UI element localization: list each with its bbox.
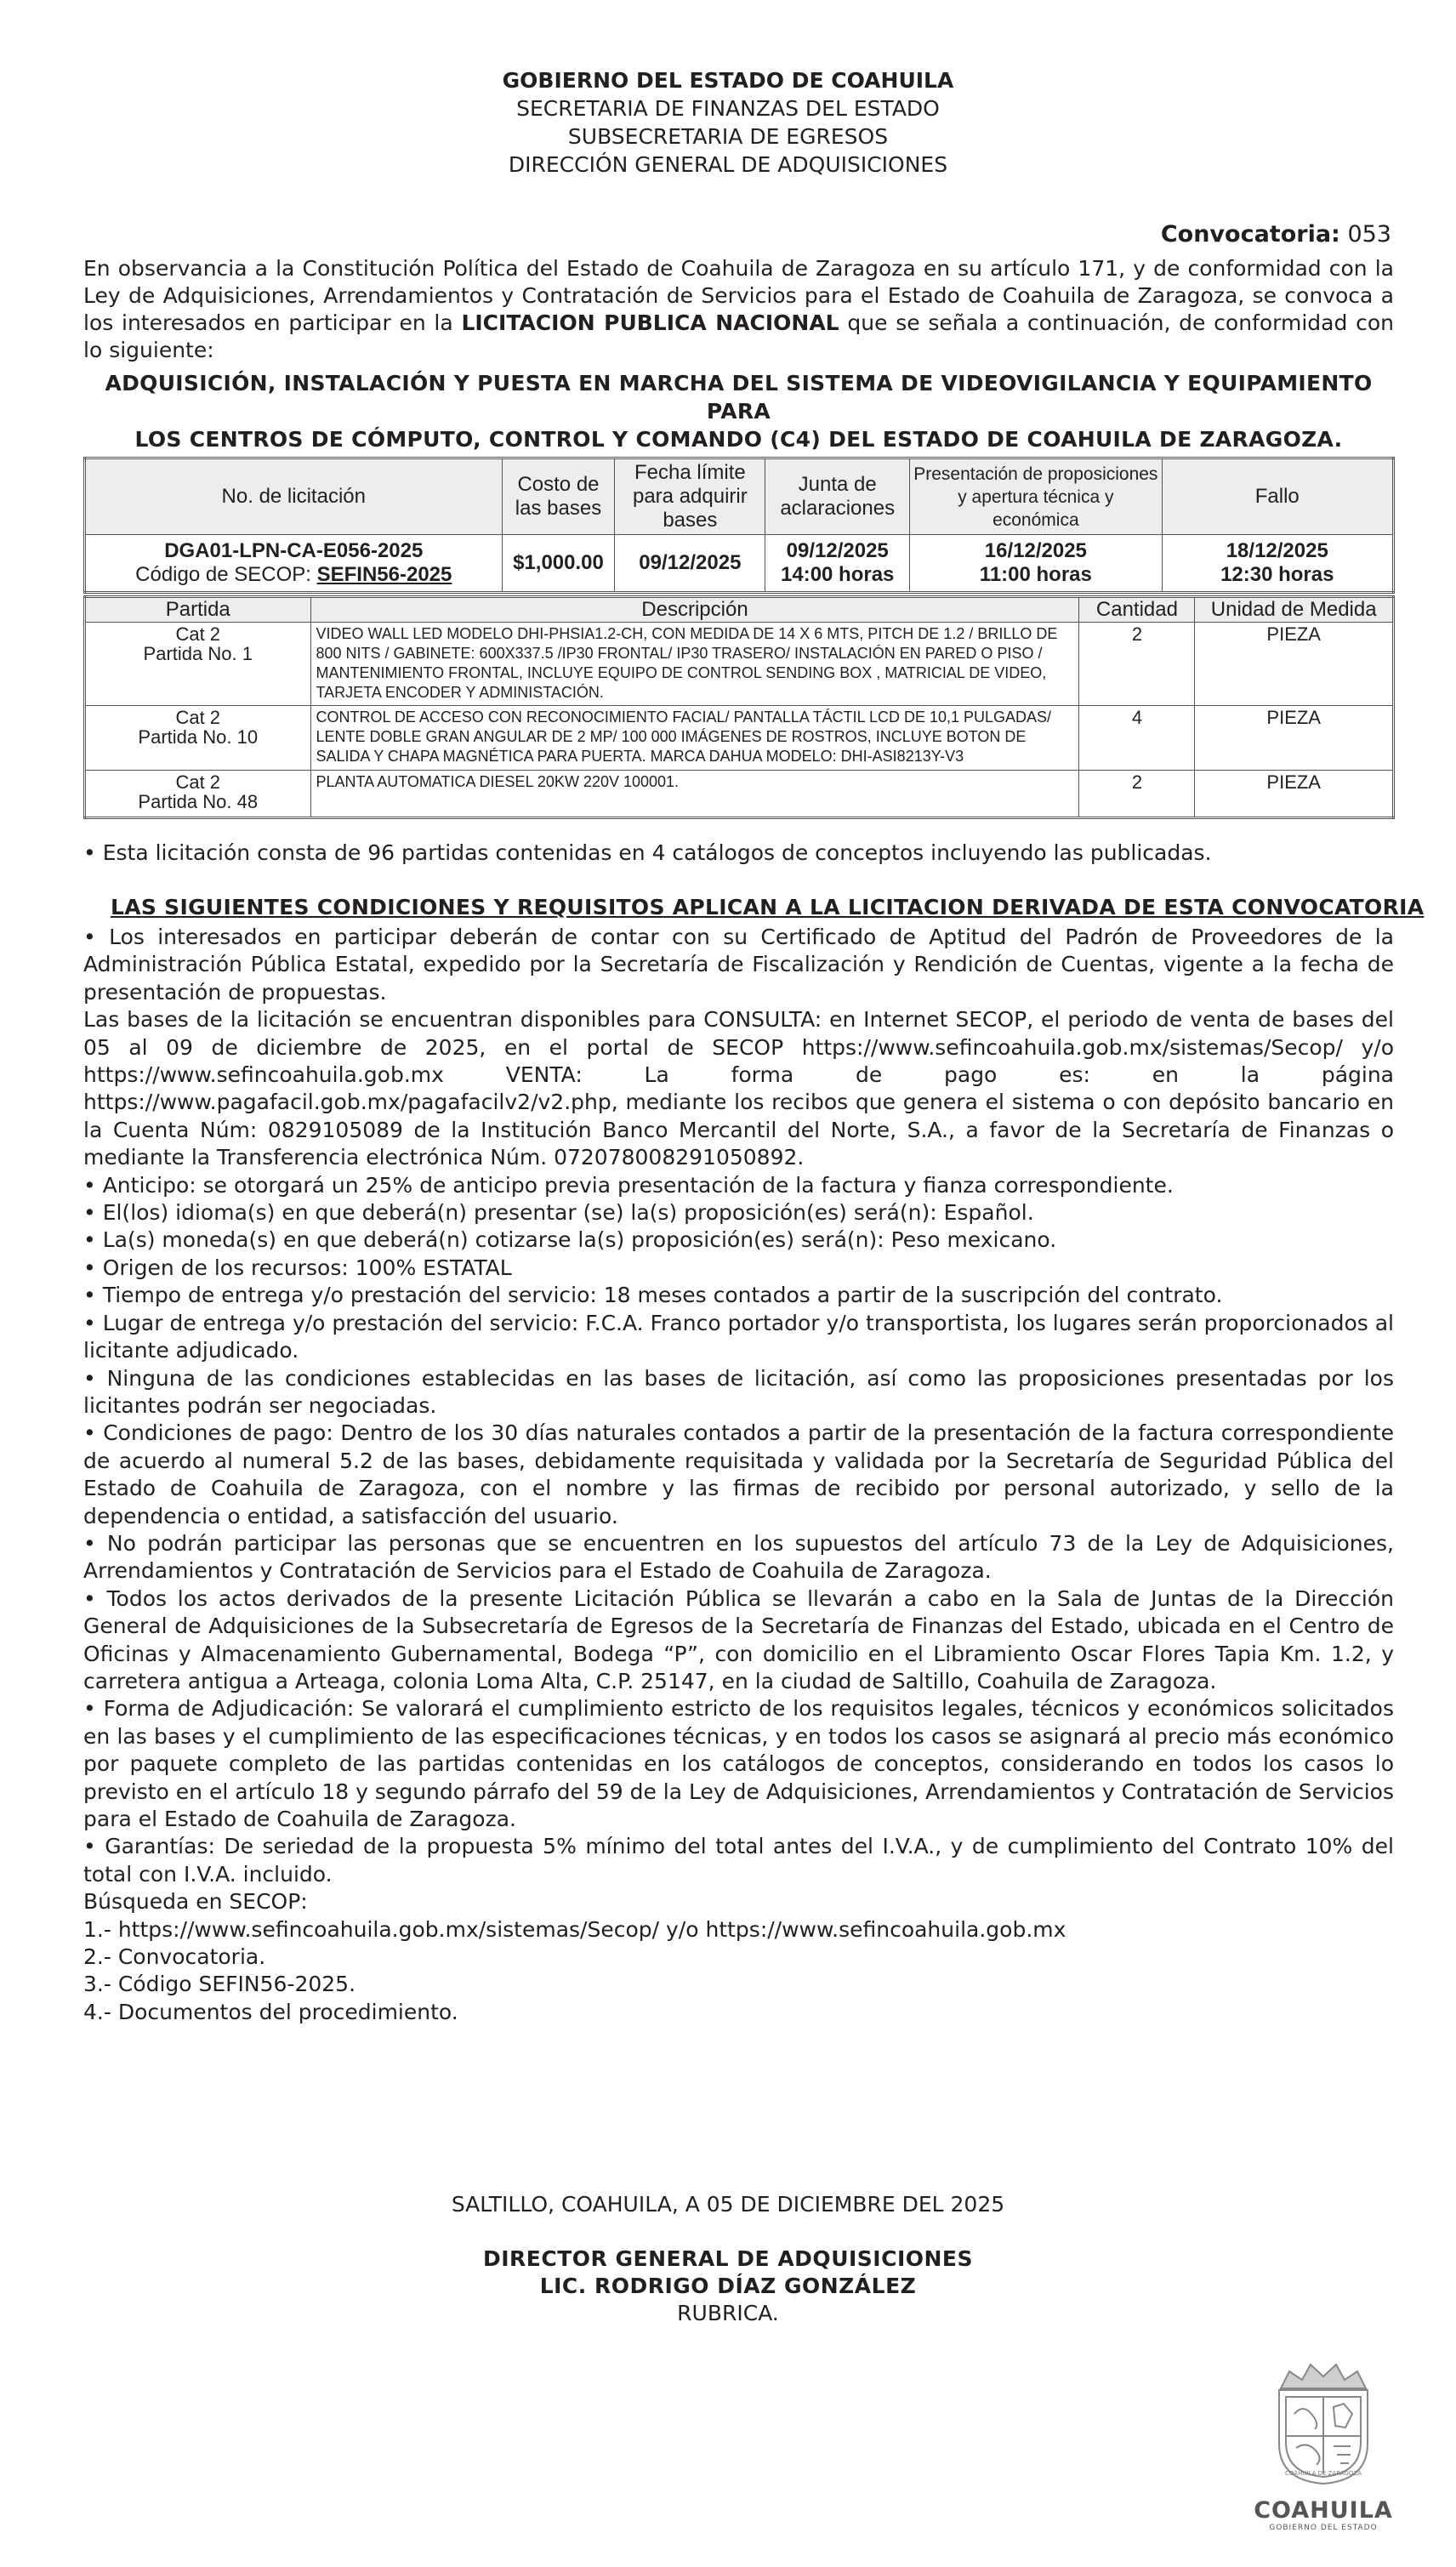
tender-title bbox=[83, 369, 1394, 453]
partida-cell bbox=[85, 706, 311, 771]
junta-date: 09/12/2025 bbox=[786, 539, 889, 562]
partida-cell bbox=[85, 623, 311, 706]
header-government: GOBIERNO DEL ESTADO DE COAHUILA bbox=[502, 68, 954, 93]
tender-title-line: LOS CENTROS DE CÓMPUTO, CONTROL Y COMANDO (C4) DEL ESTADO DE COAHUILA DE ZARAGOZA. bbox=[134, 427, 1343, 452]
intro-text: En observancia a la Constitución Política del Estado de Coahuila de Zaragoza en su artículo 171, y de conformidad con la Ley de Adquisiciones, Arrendamientos y Contratación de Servicios para el Estado de Coahuila de Zaragoza, se convoca a los interesados en participar en la bbox=[83, 256, 1394, 335]
secop-step: 1.- https://www.sefincoahuila.gob.mx/sistemas/Secop/ y/o https://www.sefincoahuila.gob.mx bbox=[83, 1916, 1066, 1942]
partida-number: Partida No. 1 bbox=[143, 643, 253, 664]
convocatoria-label: Convocatoria: bbox=[1160, 221, 1340, 248]
condition-item: • No podrán participar las personas que se encuentren en los supuestos del artículo 73 de la Ley de Adquisiciones, Arrendamientos y Contratación de Servicios para el Estado de Coahuila de Zaragoza. bbox=[83, 1530, 1394, 1584]
table-row bbox=[85, 706, 1394, 771]
condition-item: • Los interesados en participar deberán de contar con su Certificado de Aptitud del Padrón de Proveedores de la Administración Pública Estatal, expedido por la Secretaría de Fiscalización y Rendición de Cuentas, vigente a la fecha de presentación de propuestas. bbox=[83, 925, 1394, 1005]
summary-header-row bbox=[85, 458, 1394, 535]
place-date: SALTILLO, COAHUILA, A 05 DE DICIEMBRE DEL 2025 bbox=[451, 2192, 1005, 2217]
cell-licitacion bbox=[85, 535, 503, 593]
condition-item: Las bases de la licitación se encuentran disponibles para CONSULTA: en Internet SECOP, el periodo de venta de bases del 05 al 09 de diciembre de 2025, en el portal de SECOP https://www.sefincoahuila.gob.mx/sistemas/Secop/ y/o https://www.sefincoahuila.gob.mx VENTA: La forma de pago es: en la página https://www.pagafacil.gob.mx/pagafacilv2/v2.php, mediante los recibos que genera el sistema o con depósito bancario en la Cuenta Núm: 0829105089 de la Institución Banco Mercantil del Norte, S.A., a favor de la Secretaría de Finanzas o mediante la Transferencia electrónica Núm. 072078008291050892. bbox=[83, 1007, 1394, 1170]
header-junta: Junta de aclaraciones bbox=[765, 458, 910, 535]
partida-cell bbox=[85, 771, 311, 818]
condition-item: • Todos los actos derivados de la presente Licitación Pública se llevarán a cabo en la Sala de Juntas de la Dirección General de Adquisiciones de la Subsecretaría de Egresos de la Secretaría de Finanzas del Estado, ubicada en el Centro de Oficinas y Almacenamiento Gubernamental, Bodega “P”, con domicilio en el Libramiento Oscar Flores Tapia Km. 1.2, y carretera antigua a Arteaga, colonia Loma Alta, C.P. 25147, en la ciudad de Saltillo, Coahuila de Zaragoza. bbox=[83, 1585, 1394, 1693]
cell-presentacion bbox=[910, 535, 1162, 593]
condition-item: • Forma de Adjudicación: Se valorará el cumplimiento estricto de los requisitos legales, técnicos y económicos solicitados en las bases y el cumplimiento de las especificaciones técnicas, y en todos los casos se asignará al precio más económico por paquete completo de las partidas contenidas en los catálogos de conceptos, considerando en todos los casos lo previsto en el artículo 18 y segundo párrafo del 59 de la Ley de Adquisiciones, Arrendamientos y Contratación de Servicios para el Estado de Coahuila de Zaragoza. bbox=[83, 1696, 1394, 1831]
secop-step: 3.- Código SEFIN56-2025. bbox=[83, 1972, 356, 1997]
secop-code-line bbox=[89, 563, 498, 587]
secop-label: Código de SECOP: bbox=[135, 563, 311, 586]
seal-text: COAHUILA DE ZARAGOZA bbox=[1285, 2470, 1362, 2477]
condition-item: • Lugar de entrega y/o prestación del servicio: F.C.A. Franco portador y/o transportista, los lugares serán proporcionados al licitante adjudicado. bbox=[83, 1310, 1394, 1363]
cantidad-cell: 2 bbox=[1079, 771, 1195, 818]
letterhead bbox=[0, 66, 1456, 179]
coahuila-logo bbox=[1247, 2354, 1400, 2537]
descripcion-cell: CONTROL DE ACCESO CON RECONOCIMIENTO FACIAL/ PANTALLA TÁCTIL LCD DE 10,1 PULGADAS/ LENTE DOBLE GRAN ANGULAR DE 2 MP/ 100 000 IMÁGENES DE ROSTROS, INCLUYE BOTON DE SALIDA Y CHAPA MAGNÉTICA PARA PUERTA. MARCA DAHUA MODELO: DHI-ASI8213Y-V3 bbox=[310, 706, 1079, 771]
header-direccion: DIRECCIÓN GENERAL DE ADQUISICIONES bbox=[508, 152, 948, 177]
signer-position: DIRECTOR GENERAL DE ADQUISICIONES bbox=[482, 2246, 974, 2271]
fallo-date: 18/12/2025 bbox=[1226, 539, 1328, 562]
header-unidad: Unidad de Medida bbox=[1195, 597, 1394, 623]
coat-of-arms-icon bbox=[1255, 2354, 1391, 2490]
condition-item: • El(los) idioma(s) en que deberá(n) presentar (se) la(s) proposición(es) será(n): Español. bbox=[83, 1200, 1034, 1226]
fallo-time: 12:30 horas bbox=[1220, 563, 1334, 586]
header-costo: Costo de las bases bbox=[502, 458, 615, 535]
cell-fecha: 09/12/2025 bbox=[615, 535, 765, 593]
intro-bold: LICITACION PUBLICA NACIONAL bbox=[461, 310, 839, 335]
partida-cat: Cat 2 bbox=[175, 771, 221, 793]
logo-name: COAHUILA bbox=[1254, 2497, 1393, 2524]
condition-item: • Condiciones de pago: Dentro de los 30 días naturales contados a partir de la presentación de la factura correspondiente de acuerdo al numeral 5.2 de las bases, debidamente requisitada y validada por la Secretaría de Seguridad Pública del Estado de Coahuila de Zaragoza, con el nombre y las firmas de recibido por personal autorizado, y sello de la dependencia o entidad, a satisfacción del usuario. bbox=[83, 1420, 1394, 1528]
unidad-cell: PIEZA bbox=[1195, 771, 1394, 818]
partida-number: Partida No. 48 bbox=[138, 791, 259, 812]
cantidad-cell: 2 bbox=[1079, 623, 1195, 706]
header-subsecretaria: SUBSECRETARIA DE EGRESOS bbox=[567, 124, 889, 149]
cantidad-cell: 4 bbox=[1079, 706, 1195, 771]
header-descripcion: Descripción bbox=[310, 597, 1079, 623]
header-fallo: Fallo bbox=[1162, 458, 1393, 535]
condition-item: • Anticipo: se otorgará un 25% de anticipo previa presentación de la factura y fianza correspondiente. bbox=[83, 1172, 1174, 1198]
secop-search-title: Búsqueda en SECOP: bbox=[83, 1889, 308, 1915]
descripcion-cell: VIDEO WALL LED MODELO DHI-PHSIA1.2-CH, CON MEDIDA DE 14 X 6 MTS, PITCH DE 1.2 / BRILLO DE 800 NITS / GABINETE: 600X337.5 /IP30 FRONTAL/ IP30 TRASERO/ INSTALACIÓN EN PARED O PISO / MANTENIMIENTO FRONTAL, INCLUYE EQUIPO DE CONTROL SENDING BOX , MATRICIAL DE VIDEO, TARJETA ENCODER Y ADMINISTACIÓN. bbox=[310, 623, 1079, 706]
partida-number: Partida No. 10 bbox=[138, 726, 259, 748]
signature-block bbox=[0, 2245, 1456, 2327]
convocatoria-value: 053 bbox=[1347, 221, 1391, 248]
header-fecha: Fecha límite para adquirir bases bbox=[615, 458, 765, 535]
intro-text-end: que se señala a continuación, de conformidad con lo siguiente: bbox=[83, 310, 1394, 362]
header-cantidad: Cantidad bbox=[1079, 597, 1195, 623]
header-presentacion: Presentación de proposiciones y apertura técnica y económica bbox=[910, 458, 1162, 535]
partidas-note: • Esta licitación consta de 96 partidas contenidas en 4 catálogos de conceptos incluyendo las publicadas. bbox=[83, 840, 1212, 865]
secop-code: SEFIN56-2025 bbox=[316, 563, 452, 586]
unidad-cell: PIEZA bbox=[1195, 706, 1394, 771]
summary-data-row bbox=[85, 535, 1394, 593]
table-row bbox=[85, 623, 1394, 706]
conditions-body bbox=[83, 924, 1394, 2026]
table-row bbox=[85, 771, 1394, 818]
conditions-title: LAS SIGUIENTES CONDICIONES Y REQUISITOS APLICAN A LA LICITACION DERIVADA DE ESTA CONVOCATORIA bbox=[111, 895, 1425, 919]
secop-step: 4.- Documentos del procedimiento. bbox=[83, 1999, 458, 2024]
condition-item: • Origen de los recursos: 100% ESTATAL bbox=[83, 1255, 512, 1280]
secop-step: 2.- Convocatoria. bbox=[83, 1944, 266, 1970]
signature-rubrica: RUBRICA. bbox=[677, 2301, 779, 2325]
cell-costo: $1,000.00 bbox=[502, 535, 615, 593]
convocatoria-number bbox=[1161, 221, 1391, 248]
cell-junta bbox=[765, 535, 910, 593]
header-partida: Partida bbox=[85, 597, 311, 623]
partida-cat: Cat 2 bbox=[175, 623, 221, 645]
intro-paragraph bbox=[83, 255, 1394, 364]
signer-name: LIC. RODRIGO DÍAZ GONZÁLEZ bbox=[539, 2274, 917, 2298]
header-licitacion: No. de licitación bbox=[85, 458, 503, 535]
unidad-cell: PIEZA bbox=[1195, 623, 1394, 706]
condition-item: • Garantías: De seriedad de la propuesta 5% mínimo del total antes del I.V.A., y de cumplimiento del Contrato 10% del total con I.V.A. incluido. bbox=[83, 1834, 1394, 1887]
condition-item: • Tiempo de entrega y/o prestación del servicio: 18 meses contados a partir de la suscripción del contrato. bbox=[83, 1283, 1223, 1308]
presentacion-time: 11:00 horas bbox=[979, 563, 1092, 586]
descripcion-cell: PLANTA AUTOMATICA DIESEL 20KW 220V 100001. bbox=[310, 771, 1079, 818]
cell-fallo bbox=[1162, 535, 1393, 593]
header-secretaria: SECRETARIA DE FINANZAS DEL ESTADO bbox=[516, 96, 940, 121]
junta-time: 14:00 horas bbox=[781, 563, 895, 586]
condition-item: • La(s) moneda(s) en que deberá(n) cotizarse la(s) proposición(es) será(n): Peso mexicano. bbox=[83, 1227, 1057, 1253]
presentacion-date: 16/12/2025 bbox=[984, 539, 1087, 562]
logo-subtitle: GOBIERNO DEL ESTADO bbox=[1269, 2524, 1378, 2532]
summary-table bbox=[83, 457, 1395, 594]
partida-cat: Cat 2 bbox=[175, 707, 221, 728]
condition-item: • Ninguna de las condiciones establecidas en las bases de licitación, así como las proposiciones presentadas por los licitantes podrán ser negociadas. bbox=[83, 1365, 1394, 1418]
tender-title-line: ADQUISICIÓN, INSTALACIÓN Y PUESTA EN MARCHA DEL SISTEMA DE VIDEOVIGILANCIA Y EQUIPAMIENTO PARA bbox=[105, 371, 1373, 424]
items-table bbox=[83, 595, 1395, 819]
licitacion-number: DGA01-LPN-CA-E056-2025 bbox=[164, 539, 424, 562]
items-header-row bbox=[85, 597, 1394, 623]
